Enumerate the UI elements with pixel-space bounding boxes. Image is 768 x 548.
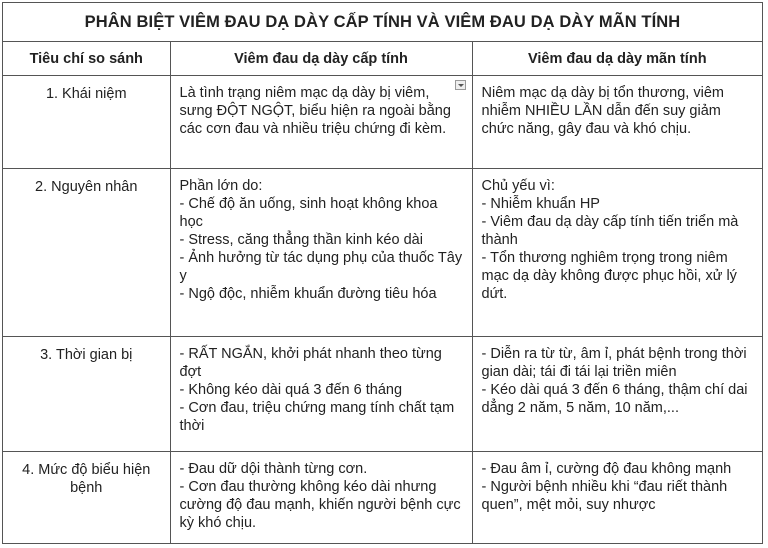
cell-line: - Chế độ ăn uống, sinh hoạt không khoa học	[179, 196, 438, 230]
acute-cell	[170, 452, 472, 544]
cell-line: - Cơn đau thường không kéo dài nhưng cường độ đau mạnh, khiến người bệnh cực kỳ khó chịu.	[179, 479, 461, 531]
comparison-table	[3, 42, 762, 544]
criterion-cell: 2. Nguyên nhân	[3, 169, 170, 337]
cell-line: - Ảnh hưởng từ tác dụng phụ của thuốc Tây y	[179, 250, 463, 284]
cell-line: - Ngộ độc, nhiễm khuẩn đường tiêu hóa	[179, 286, 437, 302]
header-criterion: Tiêu chí so sánh	[3, 42, 170, 76]
dropdown-arrow-icon[interactable]	[455, 80, 466, 90]
table-title: PHÂN BIỆT VIÊM ĐAU DẠ DÀY CẤP TÍNH VÀ VIÊM ĐAU DẠ DÀY MÃN TÍNH	[3, 3, 762, 42]
comparison-document	[2, 2, 763, 544]
cell-line: - Stress, căng thẳng thần kinh kéo dài	[179, 232, 423, 248]
cell-line: Phần lớn do:	[179, 178, 263, 194]
table-row	[3, 452, 762, 544]
cell-line: Niêm mạc dạ dày bị tổn thương, viêm nhiễm NHIỀU LẦN dẫn đến suy giảm chức năng, gây đau và khó chịu.	[481, 85, 724, 137]
cell-line: - Tổn thương nghiêm trọng trong niêm mạc dạ dày không được phục hồi, xử lý dứt.	[481, 250, 737, 302]
chronic-cell	[472, 452, 762, 544]
chronic-cell	[472, 169, 762, 337]
cell-line: - Viêm đau dạ dày cấp tính tiến triển mà thành	[481, 214, 739, 248]
cell-line: - Nhiễm khuẩn HP	[481, 196, 600, 212]
criterion-cell: 1. Khái niệm	[3, 76, 170, 169]
acute-cell	[170, 76, 472, 169]
cell-line: - Đau âm ỉ, cường độ đau không mạnh	[481, 461, 732, 477]
acute-cell	[170, 169, 472, 337]
table-row	[3, 169, 762, 337]
criterion-cell: 3. Thời gian bị	[3, 337, 170, 452]
criterion-cell: 4. Mức độ biểu hiện bệnh	[3, 452, 170, 544]
cell-line: - Đau dữ dội thành từng cơn.	[179, 461, 368, 477]
cell-line: Chủ yếu vì:	[481, 178, 555, 194]
cell-line: - Người bệnh nhiều khi “đau riết thành quen”, mệt mỏi, suy nhược	[481, 479, 728, 513]
cell-line: - Không kéo dài quá 3 đến 6 tháng	[179, 382, 403, 398]
header-chronic: Viêm đau dạ dày mãn tính	[472, 42, 762, 76]
cell-line: - Kéo dài quá 3 đến 6 tháng, thậm chí dai dẳng 2 năm, 5 năm, 10 năm,...	[481, 382, 748, 416]
acute-cell	[170, 337, 472, 452]
header-acute: Viêm đau dạ dày cấp tính	[170, 42, 472, 76]
cell-line: - Diễn ra từ từ, âm ỉ, phát bệnh trong thời gian dài; tái đi tái lại triền miên	[481, 346, 747, 380]
table-row	[3, 337, 762, 452]
header-row	[3, 42, 762, 76]
cell-line: - RẤT NGẮN, khởi phát nhanh theo từng đợt	[179, 346, 442, 380]
table-row	[3, 76, 762, 169]
cell-line: - Cơn đau, triệu chứng mang tính chất tạm thời	[179, 400, 455, 434]
chronic-cell	[472, 76, 762, 169]
cell-line: Là tình trạng niêm mạc dạ dày bị viêm, sưng ĐỘT NGỘT, biểu hiện ra ngoài bằng các cơn đau và nhiều triệu chứng đi kèm.	[179, 85, 451, 137]
chronic-cell	[472, 337, 762, 452]
